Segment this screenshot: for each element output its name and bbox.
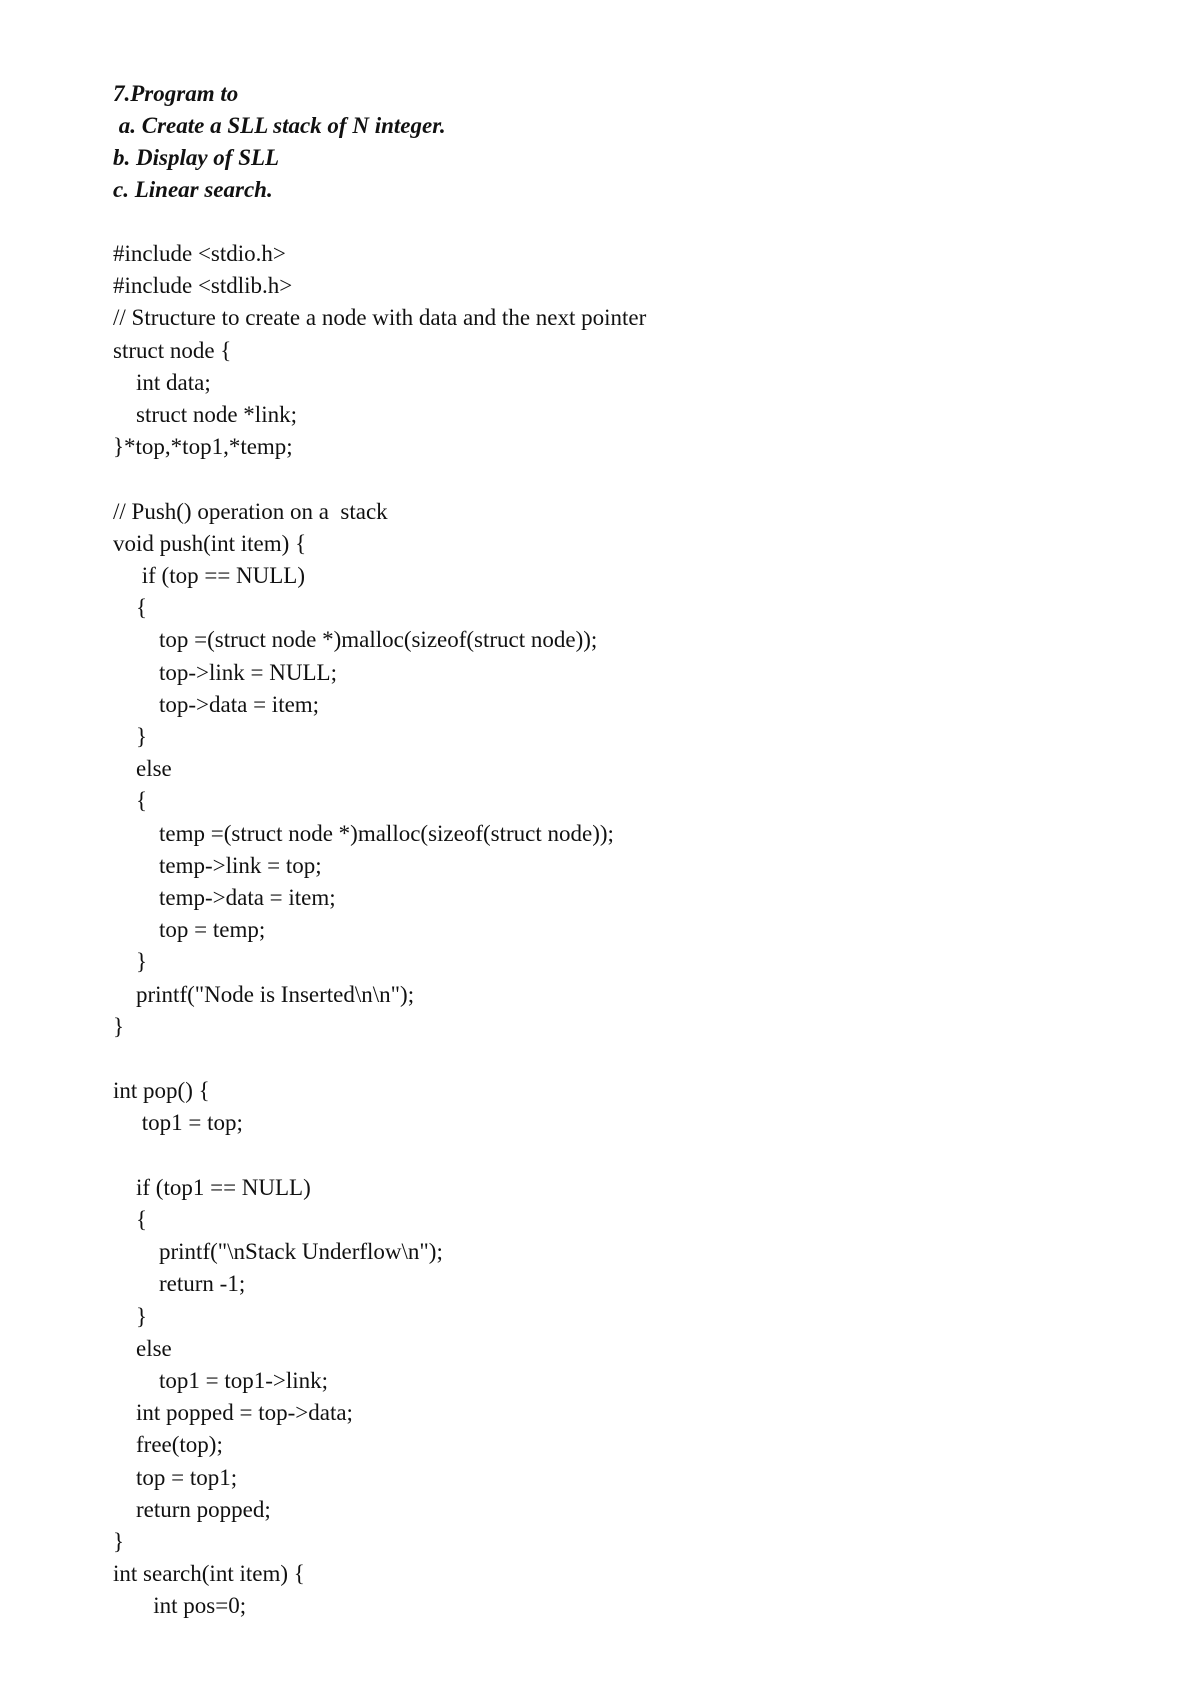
code-line: free(top);: [113, 1432, 223, 1458]
program-title: 7.Program to: [113, 81, 239, 106]
code-line: printf("Node is Inserted\n\n");: [113, 981, 415, 1007]
code-line: else: [113, 1335, 172, 1361]
code-line: struct node *link;: [113, 402, 297, 428]
code-line: temp =(struct node *)malloc(sizeof(struct node));: [113, 820, 614, 846]
code-line: if (top1 == NULL): [113, 1174, 311, 1200]
heading-item-c: c. Linear search.: [113, 177, 273, 202]
code-line: int pos=0;: [113, 1593, 247, 1619]
heading-item-a: a. Create a SLL stack of N integer.: [113, 113, 446, 138]
code-line: int pop() {: [113, 1078, 210, 1104]
code-line: {: [113, 1207, 148, 1233]
code-line: top1 = top;: [113, 1110, 243, 1136]
code-line: top->link = NULL;: [113, 659, 337, 685]
code-line: struct node {: [113, 337, 232, 363]
code-line: temp->link = top;: [113, 852, 322, 878]
code-line: else: [113, 756, 172, 782]
code-line: top1 = top1->link;: [113, 1368, 329, 1394]
program-heading: [113, 78, 446, 206]
code-line: printf("\nStack Underflow\n");: [113, 1239, 443, 1265]
code-line: int search(int item) {: [113, 1561, 305, 1587]
code-line: }: [113, 949, 148, 975]
code-line: void push(int item) {: [113, 530, 307, 556]
code-line: }*top,*top1,*temp;: [113, 434, 293, 460]
code-line: top =(struct node *)malloc(sizeof(struct node));: [113, 627, 598, 653]
code-line: temp->data = item;: [113, 885, 336, 911]
code-line: [113, 463, 646, 495]
code-line: }: [113, 724, 148, 750]
heading-item-b: b. Display of SLL: [113, 145, 280, 170]
code-line: if (top == NULL): [113, 563, 306, 589]
code-line: return -1;: [113, 1271, 246, 1297]
code-line: }: [113, 1303, 148, 1329]
code-line: {: [113, 788, 148, 814]
code-line: top = temp;: [113, 917, 266, 943]
code-line: #include <stdlib.h>: [113, 273, 293, 299]
code-line: }: [113, 1529, 125, 1555]
code-line: [113, 1140, 646, 1172]
code-line: top = top1;: [113, 1464, 238, 1490]
code-listing: [113, 238, 646, 1623]
code-line: #include <stdio.h>: [113, 241, 286, 266]
code-line: int data;: [113, 369, 211, 395]
code-line: }: [113, 1013, 125, 1039]
code-line: int popped = top->data;: [113, 1400, 353, 1426]
code-line: top->data = item;: [113, 691, 320, 717]
code-line: // Push() operation on a stack: [113, 498, 388, 524]
code-line: {: [113, 595, 148, 621]
code-line: // Structure to create a node with data and the next pointer: [113, 305, 647, 331]
code-line: [113, 1043, 646, 1075]
code-line: return popped;: [113, 1496, 271, 1522]
